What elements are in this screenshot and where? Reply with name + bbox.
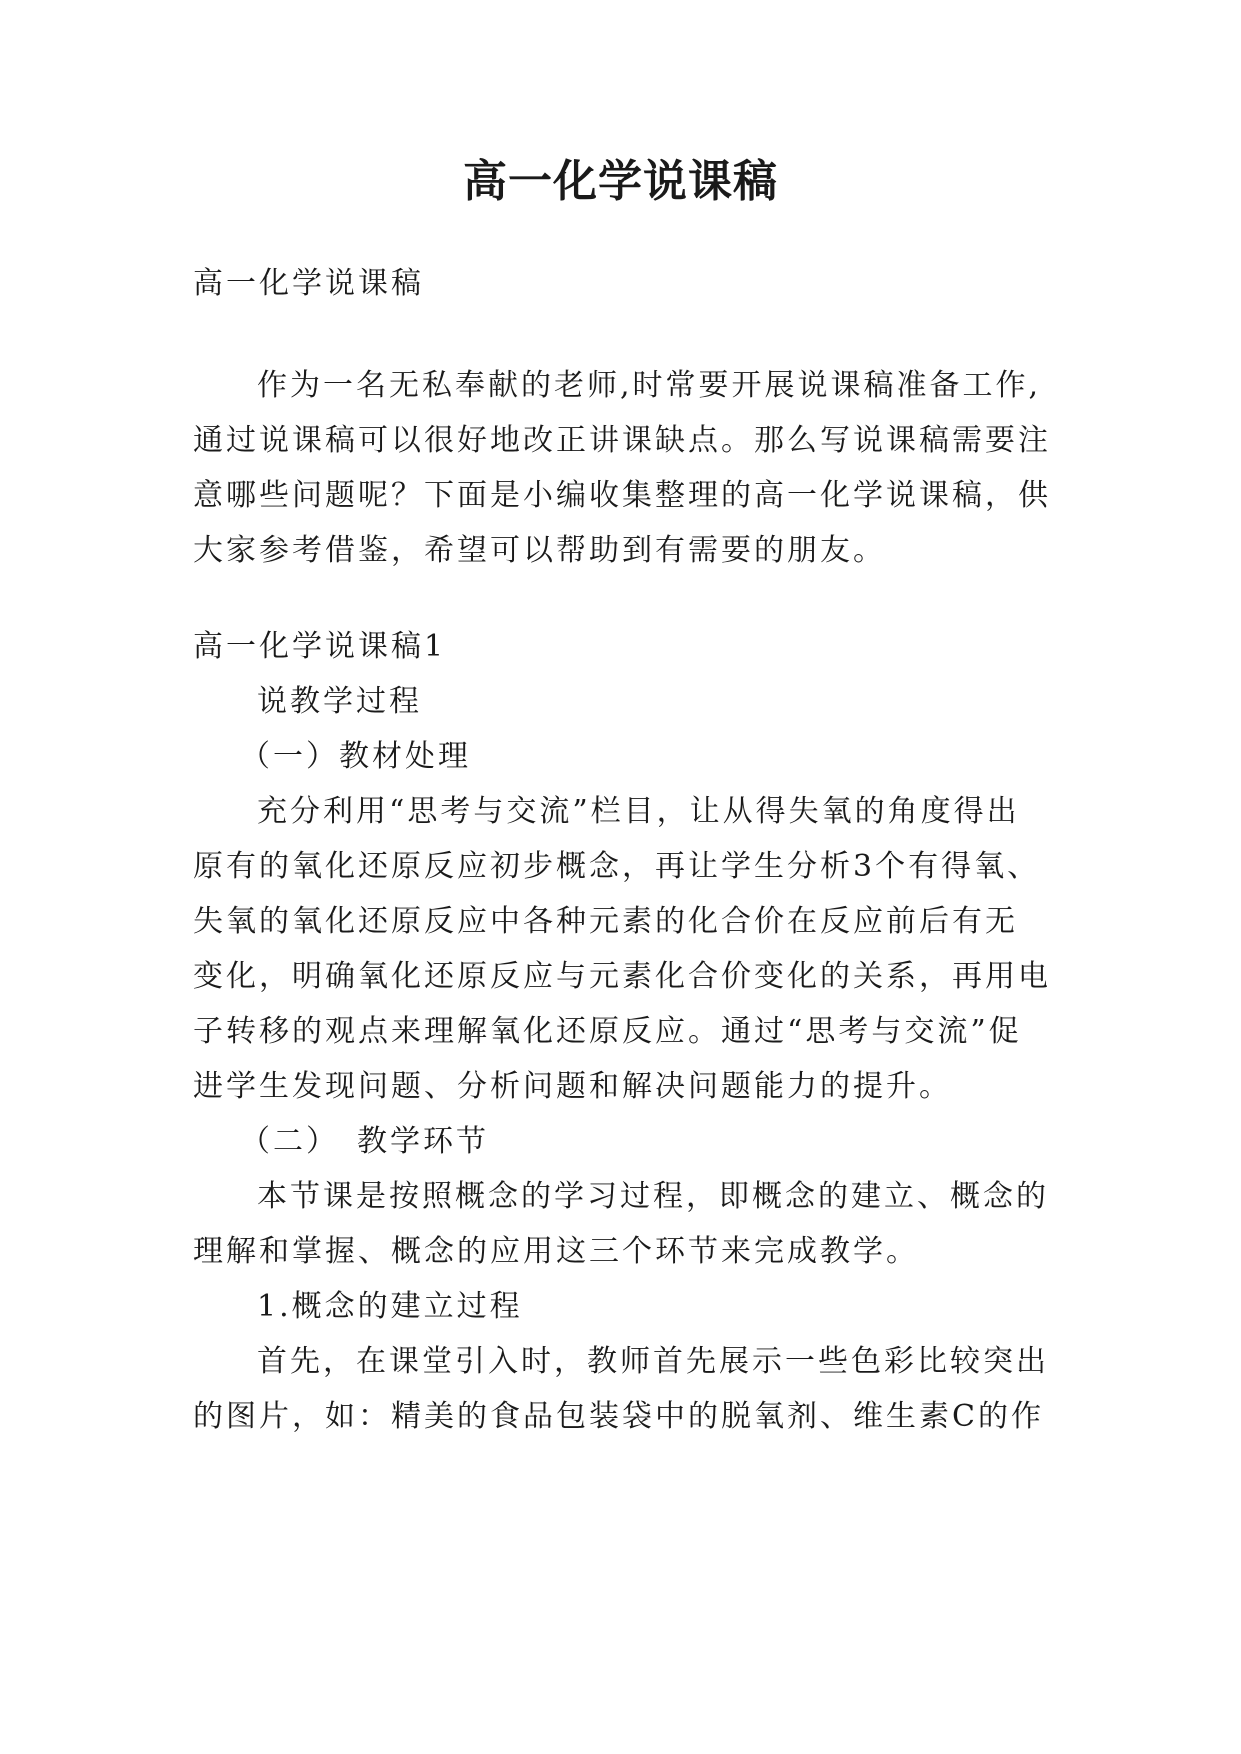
section-title: 高一化学说课稿1 (193, 629, 447, 664)
paragraph-line: 首先，在课堂引入时，教师首先展示一些色彩比较突出 (257, 1344, 1049, 1379)
intro-line: 大家参考借鉴，希望可以帮助到有需要的朋友。 (193, 533, 886, 568)
paragraph-line: 进学生发现问题、分析问题和解决问题能力的提升。 (193, 1069, 952, 1104)
paragraph-line: 原有的氧化还原反应初步概念，再让学生分析3个有得氧、 (193, 849, 1041, 884)
intro-line: 作为一名无私奉献的老师,时常要开展说课稿准备工作, (257, 368, 1042, 403)
paragraph-line: 变化，明确氧化还原反应与元素化合价变化的关系，再用电 (193, 959, 1051, 994)
heading-concept-building: 1.概念的建立过程 (257, 1289, 523, 1324)
paragraph-line: 子转移的观点来理解氧化还原反应。通过“思考与交流”促 (193, 1014, 1022, 1049)
paragraph-line: 本节课是按照概念的学习过程，即概念的建立、概念的 (257, 1179, 1049, 1214)
paragraph-line: 理解和掌握、概念的应用这三个环节来完成教学。 (193, 1234, 919, 1269)
intro-line: 意哪些问题呢？下面是小编收集整理的高一化学说课稿，供 (193, 478, 1051, 513)
heading-teaching-process: 说教学过程 (257, 684, 422, 719)
heading-teaching-steps: （二） 教学环节 (240, 1124, 489, 1159)
document-subtitle: 高一化学说课稿 (193, 266, 424, 301)
paragraph-line: 充分利用“思考与交流”栏目，让从得失氧的角度得出 (257, 794, 1020, 829)
paragraph-line: 失氧的氧化还原反应中各种元素的化合价在反应前后有无 (193, 904, 1018, 939)
heading-material-handling: （一）教材处理 (240, 739, 471, 774)
intro-line: 通过说课稿可以很好地改正讲课缺点。那么写说课稿需要注 (193, 423, 1051, 458)
document-title: 高一化学说课稿 (463, 156, 778, 207)
paragraph-line: 的图片，如：精美的食品包装袋中的脱氧剂、维生素C的作 (193, 1399, 1044, 1434)
